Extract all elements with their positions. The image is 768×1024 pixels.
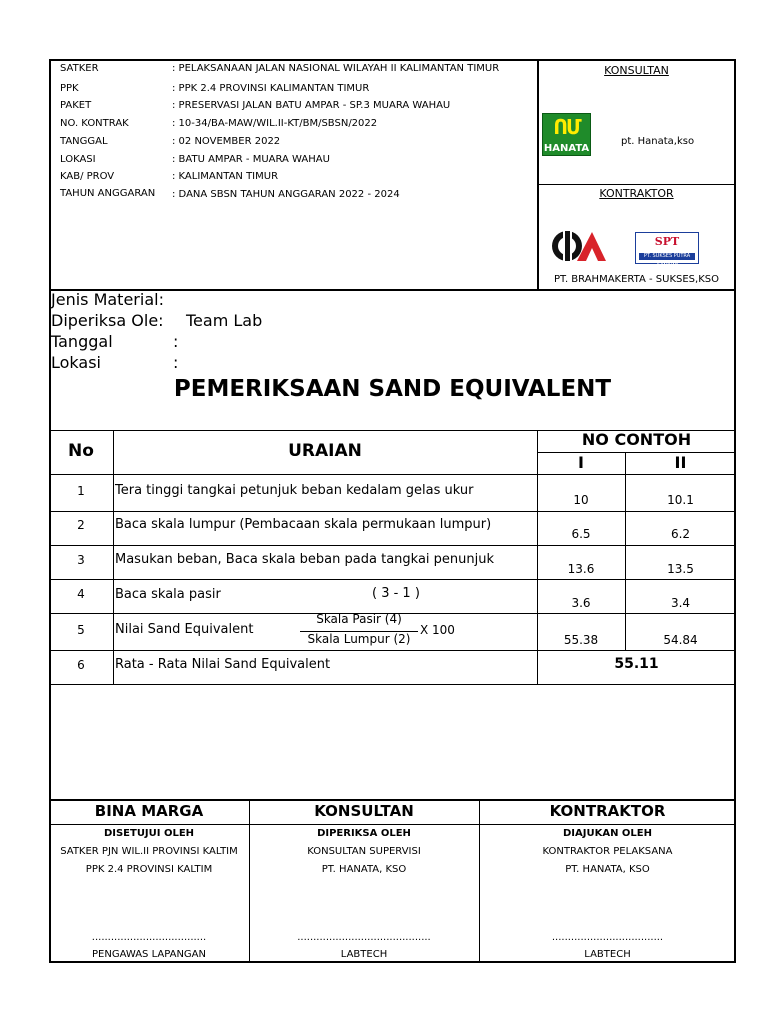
kontraktor-title: KONTRAKTOR xyxy=(599,187,674,200)
signature-role: DISETUJUI OLEH xyxy=(103,828,195,839)
signature-dots: .......................................... xyxy=(297,932,431,943)
table-line xyxy=(49,650,736,651)
row-uraian: Nilai Sand Equivalent xyxy=(115,622,254,637)
spt-logo-sub: PT. SUKSES PUTRA TANJUNG xyxy=(639,253,695,260)
hanata-logo-text: HANATA xyxy=(543,143,590,154)
signature-top-line xyxy=(49,799,736,801)
brahmakerta-logo-icon xyxy=(550,229,608,263)
field-label: PPK xyxy=(60,83,79,94)
field-value: : 02 NOVEMBER 2022 xyxy=(172,136,281,147)
table-line xyxy=(113,430,114,684)
signature-line2: PPK 2.4 PROVINSI KALTIM xyxy=(85,864,213,875)
row-note: ( 3 - 1 ) xyxy=(372,586,420,601)
col-uraian-header: URAIAN xyxy=(288,441,362,461)
signature-title-line xyxy=(49,824,736,825)
field-label: NO. KONTRAK xyxy=(60,118,129,129)
field-label: TAHUN ANGGARAN xyxy=(60,188,156,199)
jenis-material-label: Jenis Material: xyxy=(51,290,164,309)
table-line xyxy=(49,511,736,512)
row-no: 4 xyxy=(77,587,85,601)
average-value: 55.11 xyxy=(614,656,659,672)
header-divider xyxy=(537,59,539,291)
signature-position: LABTECH xyxy=(340,949,388,960)
row-value-i: 10 xyxy=(573,493,589,507)
kontraktor-name: PT. BRAHMAKERTA - SUKSES,KSO xyxy=(554,274,719,285)
table-line xyxy=(49,545,736,546)
row-value-ii: 3.4 xyxy=(670,596,691,610)
table-line xyxy=(625,452,626,650)
field-value: : PELAKSANAAN JALAN NASIONAL WILAYAH II KALIMANTAN TIMUR xyxy=(172,63,500,74)
row-uraian: Rata - Rata Nilai Sand Equivalent xyxy=(115,657,331,672)
tanggal-colon: : xyxy=(173,332,179,351)
hanata-logo xyxy=(542,113,591,156)
table-line xyxy=(49,684,736,685)
field-label: LOKASI xyxy=(60,154,96,165)
row-uraian: Masukan beban, Baca skala beban pada tangkai penunjuk xyxy=(115,552,495,567)
row-value-ii: 54.84 xyxy=(663,633,698,647)
spt-logo xyxy=(635,232,699,264)
table-line xyxy=(49,474,736,475)
row-no: 2 xyxy=(77,518,85,532)
signature-title: BINA MARGA xyxy=(94,802,204,820)
field-value: : 10-34/BA-MAW/WIL.II-KT/BM/SBSN/2022 xyxy=(172,118,378,129)
field-value: : PRESERVASI JALAN BATU AMPAR - SP.3 MUARA WAHAU xyxy=(172,100,451,111)
tanggal-label: Tanggal xyxy=(51,332,113,351)
konsultan-title: KONSULTAN xyxy=(604,64,669,77)
konsultan-divider xyxy=(537,184,736,185)
formula-denominator: Skala Lumpur (2) xyxy=(307,632,411,646)
diperiksa-label: Diperiksa Ole: xyxy=(51,311,164,330)
field-value: : DANA SBSN TAHUN ANGGARAN 2022 - 2024 xyxy=(172,189,400,200)
col-no-contoh-header: NO CONTOH xyxy=(581,430,692,449)
row-no: 5 xyxy=(77,623,85,637)
signature-line1: KONTRAKTOR PELAKSANA xyxy=(542,846,673,857)
signature-line1: KONSULTAN SUPERVISI xyxy=(307,846,421,857)
formula-factor: X 100 xyxy=(420,623,455,637)
field-value: : KALIMANTAN TIMUR xyxy=(172,171,279,182)
row-uraian: Baca skala lumpur (Pembacaan skala permukaan lumpur) xyxy=(115,517,492,532)
field-label: PAKET xyxy=(60,100,92,111)
signature-title: KONSULTAN xyxy=(314,802,414,820)
signature-role: DIPERIKSA OLEH xyxy=(317,828,411,839)
formula-numerator: Skala Pasir (4) xyxy=(316,612,402,626)
spt-logo-text: SPT xyxy=(654,235,680,248)
row-uraian: Baca skala pasir xyxy=(115,587,221,602)
row-value-ii: 13.5 xyxy=(667,562,694,576)
table-line xyxy=(49,579,736,580)
diperiksa-value: Team Lab xyxy=(186,311,263,330)
signature-line2: PT. HANATA, KSO xyxy=(321,864,407,875)
col-i-header: I xyxy=(578,453,584,472)
signature-line2: PT. HANATA, KSO xyxy=(565,864,650,875)
field-label: SATKER xyxy=(60,63,99,74)
lokasi-colon: : xyxy=(173,353,179,372)
signature-title: KONTRAKTOR xyxy=(549,802,666,820)
row-value-i: 6.5 xyxy=(571,527,591,541)
col-no-header: No xyxy=(68,441,94,461)
row-value-i: 13.6 xyxy=(567,562,595,576)
field-value: : PPK 2.4 PROVINSI KALIMANTAN TIMUR xyxy=(172,83,370,94)
signature-dots: .................................... xyxy=(91,932,207,943)
row-value-i: 3.6 xyxy=(571,596,591,610)
konsultan-name: pt. Hanata,kso xyxy=(621,136,695,147)
row-value-ii: 6.2 xyxy=(670,527,691,541)
col-ii-header: II xyxy=(674,453,687,472)
row-value-ii: 10.1 xyxy=(667,493,694,507)
row-no: 1 xyxy=(77,484,85,498)
signature-role: DIAJUKAN OLEH xyxy=(562,828,652,839)
field-label: KAB/ PROV xyxy=(60,171,115,182)
signature-dots: ................................... xyxy=(551,932,664,943)
lokasi-label: Lokasi xyxy=(51,353,101,372)
hanata-mark-icon: ՈՄ xyxy=(553,115,580,139)
row-uraian: Tera tinggi tangkai petunjuk beban kedalam gelas ukur xyxy=(115,483,474,498)
field-value: : BATU AMPAR - MUARA WAHAU xyxy=(172,154,330,165)
field-label: TANGGAL xyxy=(60,136,108,147)
signature-position: LABTECH xyxy=(584,949,631,960)
page-title: PEMERIKSAAN SAND EQUIVALENT xyxy=(173,376,612,402)
signature-line1: SATKER PJN WIL.II PROVINSI KALTIM xyxy=(60,846,238,857)
row-value-i: 55.38 xyxy=(563,633,599,647)
row-no: 6 xyxy=(77,658,85,672)
signature-position: PENGAWAS LAPANGAN xyxy=(91,949,206,960)
row-no: 3 xyxy=(77,553,85,567)
